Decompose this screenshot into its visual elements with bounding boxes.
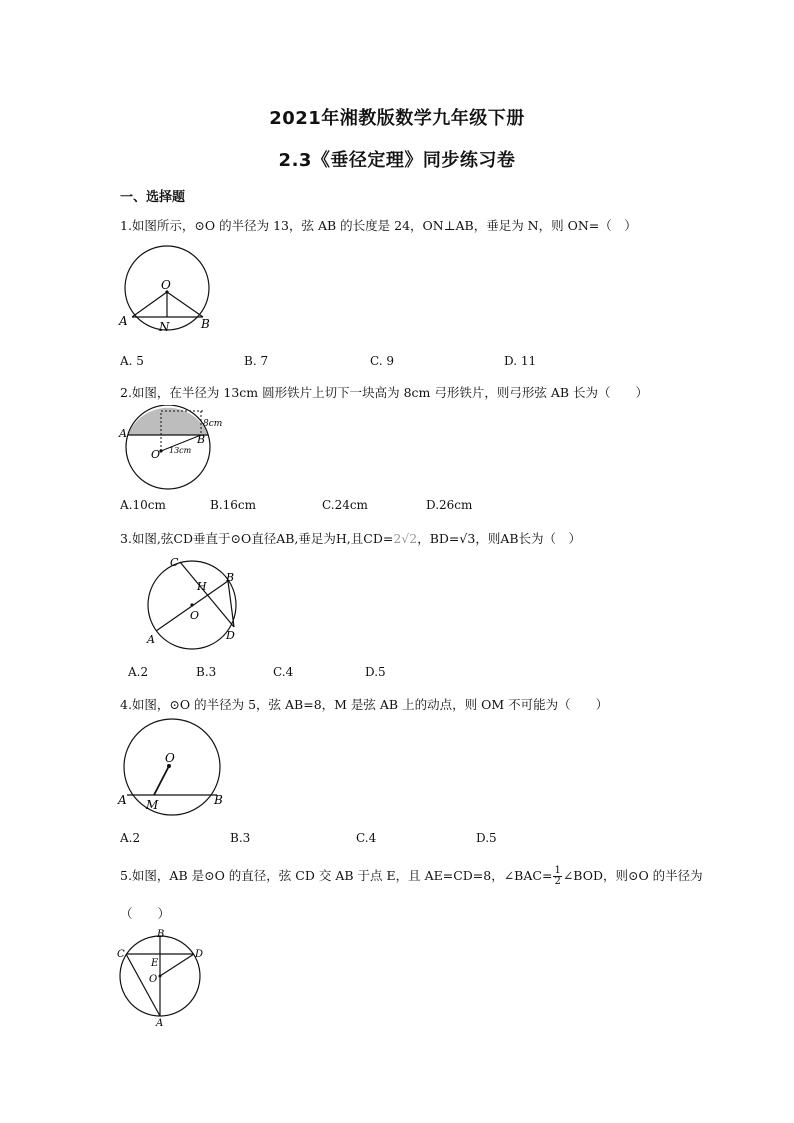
q1-option-b: B. 7 xyxy=(244,354,269,368)
fig2-label-b: B xyxy=(197,433,206,446)
q3-bd-value: √3 xyxy=(459,531,476,546)
fig3-label-h: H xyxy=(197,580,207,593)
question-3-options xyxy=(128,665,688,681)
question-2-options xyxy=(120,498,680,514)
q3-option-b: B.3 xyxy=(196,665,217,679)
q1-option-d: D. 11 xyxy=(504,354,537,368)
q2-option-c: C.24cm xyxy=(322,498,368,512)
fig1-label-a: A xyxy=(119,314,128,328)
fig1-label-b: B xyxy=(201,317,210,331)
q1-option-c: C. 9 xyxy=(370,354,395,368)
fig5-label-b: B xyxy=(157,929,165,940)
question-5-text xyxy=(120,866,703,887)
question-4-figure xyxy=(115,718,230,818)
q5-text-after: ∠BOD，则⊙O 的半径为 xyxy=(562,868,703,883)
fig3-label-b: B xyxy=(226,571,235,584)
fig1-label-o: O xyxy=(161,278,171,292)
question-5-figure xyxy=(115,928,205,1028)
question-5-text-line2: （ ） xyxy=(120,906,171,921)
q1-option-a: A. 5 xyxy=(120,354,144,368)
fig5-label-d: D xyxy=(195,949,204,960)
question-4-options xyxy=(120,831,680,847)
q5-fraction-numerator: 1 xyxy=(554,865,561,876)
q2-option-a: A.10cm xyxy=(120,498,166,512)
fig5-label-e: E xyxy=(151,958,159,969)
question-3-text xyxy=(120,529,581,547)
q5-text-before: 5.如图，AB 是⊙O 的直径，弦 CD 交 AB 于点 E，且 AE=CD=8，∠BAC= xyxy=(120,868,553,883)
q3-option-d: D.5 xyxy=(365,665,386,679)
fig4-label-b: B xyxy=(214,793,223,807)
fig2-label-a: A xyxy=(119,427,127,440)
q3-option-a: A.2 xyxy=(128,665,149,679)
question-4-text: 4.如图，⊙O 的半径为 5，弦 AB=8，M 是弦 AB 上的动点，则 OM 不可能为（ ） xyxy=(120,697,609,712)
q3-text-before: 3.如图,弦CD垂直于⊙O直径AB,垂足为H,且CD= xyxy=(120,531,394,546)
q2-option-b: B.16cm xyxy=(210,498,257,512)
section-heading: 一、选择题 xyxy=(120,190,186,205)
question-1-text: 1.如图所示，⊙O 的半径为 13，弦 AB 的长度是 24，ON⊥AB，垂足为 N，则 ON=（ ） xyxy=(120,218,637,233)
q3-option-c: C.4 xyxy=(273,665,294,679)
q5-fraction-denominator: 2 xyxy=(554,876,561,887)
q3-text-after: ，则AB长为（ ） xyxy=(475,531,582,546)
question-1-figure xyxy=(115,245,220,335)
document-subtitle: 2.3《垂径定理》同步练习卷 xyxy=(278,150,516,171)
fig3-label-o: O xyxy=(190,609,200,622)
document-title: 2021年湘教版数学九年级下册 xyxy=(269,108,525,129)
fig4-label-a: A xyxy=(118,793,127,807)
fig5-label-a: A xyxy=(156,1018,164,1028)
fig3-label-a: A xyxy=(147,633,155,646)
fig2-label-radius: 13cm xyxy=(169,446,192,455)
fig2-label-height: 8cm xyxy=(203,419,223,429)
q4-option-c: C.4 xyxy=(356,831,377,845)
fig3-label-c: C xyxy=(170,556,179,569)
q3-cd-value: 2√2 xyxy=(393,531,418,546)
fig2-label-o: O xyxy=(151,448,161,461)
question-2-figure xyxy=(115,405,225,490)
question-3-figure xyxy=(140,553,250,653)
q2-option-d: D.26cm xyxy=(426,498,473,512)
q3-text-mid: ，BD= xyxy=(417,531,460,546)
fig3-label-d: D xyxy=(226,629,235,642)
q4-option-b: B.3 xyxy=(230,831,251,845)
fig4-label-m: M xyxy=(146,798,159,812)
fig5-label-o: O xyxy=(149,974,158,985)
q4-option-d: D.5 xyxy=(476,831,497,845)
q4-option-a: A.2 xyxy=(120,831,141,845)
fig1-label-n: N xyxy=(159,320,170,334)
fig4-label-o: O xyxy=(165,751,175,765)
question-2-text: 2.如图，在半径为 13cm 圆形铁片上切下一块高为 8cm 弓形铁片，则弓形弦 AB 长为（ ） xyxy=(120,385,649,400)
question-1-options xyxy=(120,354,680,370)
fig5-label-c: C xyxy=(117,949,125,960)
q5-fraction xyxy=(553,866,561,887)
